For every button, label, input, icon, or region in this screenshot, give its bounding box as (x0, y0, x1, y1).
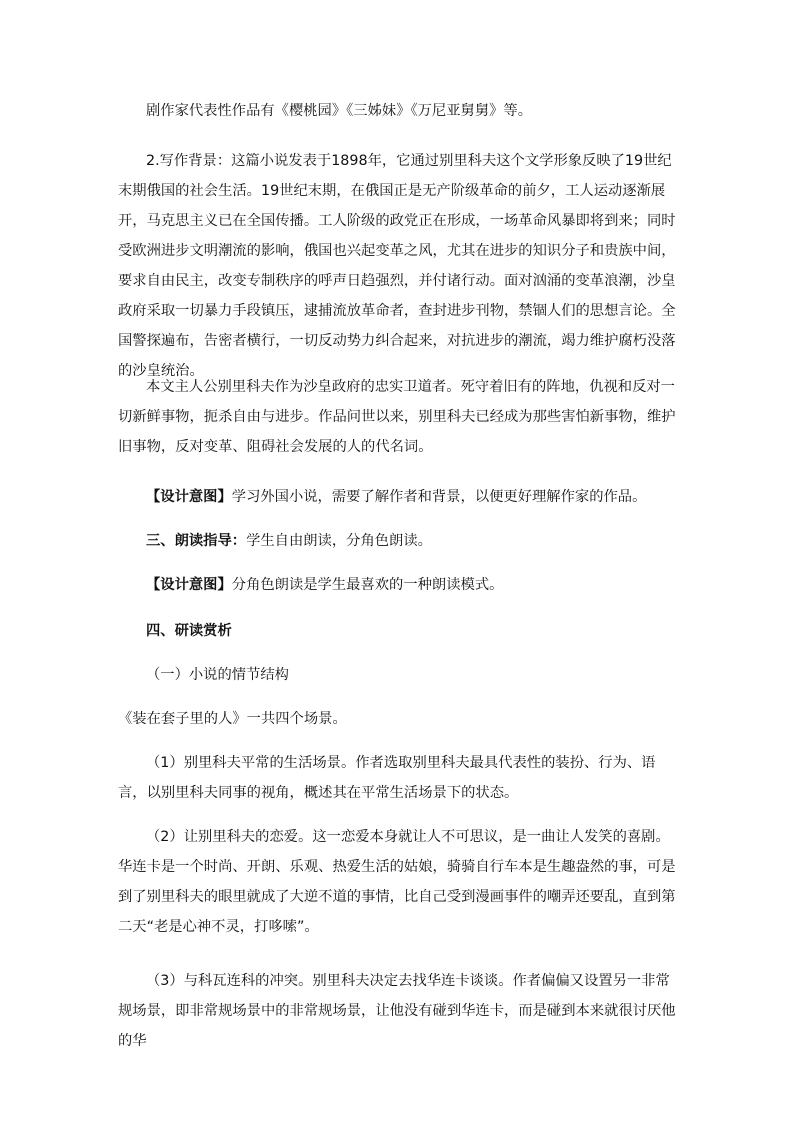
paragraph-scene-3: （3）与科瓦连科的冲突。别里科夫决定去找华连卡谈谈。作者偏偏又设置另一非常规场景，即非常规场景中的非常规场景，让他没有碰到华连卡，而是碰到本来就很讨厌他的华 (118, 973, 676, 1049)
design-intent-label: 【设计意图】 (146, 577, 232, 593)
paragraph-design-intent-1 (118, 482, 678, 512)
paragraph-writing-background: 2.写作背景：这篇小说发表于1898年，它通过别里科夫这个文学形象反映了19世纪末期俄国的社会生活。19世纪末期，在俄国正是无产阶级革命的前夕，工人运动逐渐展开，马克思主义已在全国传播。工人阶级的政党正在形成，一场革命风暴即将到来；同时受欧洲进步文明潮流的影响，俄国也兴起变革之风，尤其在进步的知识分子和贵族中间，要求自由民主，改变专制秩序的呼声日趋强烈，并付诸行动。面对汹涌的变革浪潮，沙皇政府采取一切暴力手段镇压，逮捕流放革命者，查封进步刊物，禁锢人们的思想言论。全国警探遍布，告密者横行，一切反动势力纠合起来，对抗进步的潮流，竭力维护腐朽没落的沙皇统治。 (118, 153, 676, 379)
section-heading-reading: 三、朗读指导： (146, 533, 247, 549)
design-intent-text: 学习外国小说，需要了解作者和背景，以便更好理解作家的作品。 (231, 489, 647, 505)
paragraph-four-scenes: 《装在套子里的人》一共四个场景。 (118, 711, 347, 727)
paragraph-protagonist: 本文主人公别里科夫作为沙皇政府的忠实卫道者。死守着旧有的阵地，仇视和反对一切新鲜事物，扼杀自由与进步。作品问世以来，别里科夫已经成为那些害怕新事物，维护旧事物，反对变革、阻碍社会发展的人的代名词。 (118, 379, 676, 455)
paragraph-scene-1: （1）别里科夫平常的生活场景。作者选取别里科夫最具代表性的装扮、行为、语言，以别里科夫同事的视角，概述其在平常生活场景下的状态。 (118, 755, 656, 801)
section-heading-study: 四、研读赏析 (146, 623, 232, 639)
paragraph-scene-2: （2）让别里科夫的恋爱。这一恋爱本身就让人不可思议，是一曲让人发笑的喜剧。华连卡是一个时尚、开朗、乐观、热爱生活的姑娘，骑骑自行车本是生趣盎然的事，可是到了别里科夫的眼里就成了大逆不道的事情，比自己受到漫画事件的嘲弄还要乱，直到第二天“老是心神不灵，打哆嗦”。 (118, 829, 676, 935)
paragraph-author-works: 剧作家代表性作品有《樱桃园》《三姊妹》《万尼亚舅舅》等。 (146, 103, 533, 119)
design-intent-text: 分角色朗读是学生最喜欢的一种朗读模式。 (231, 577, 504, 593)
reading-guidance-text: 学生自由朗读，分角色朗读。 (246, 533, 432, 549)
paragraph-reading-guidance (118, 526, 678, 556)
subheading-plot-structure: （一）小说的情节结构 (146, 667, 289, 683)
design-intent-label: 【设计意图】 (146, 489, 232, 505)
paragraph-design-intent-2 (118, 570, 678, 600)
